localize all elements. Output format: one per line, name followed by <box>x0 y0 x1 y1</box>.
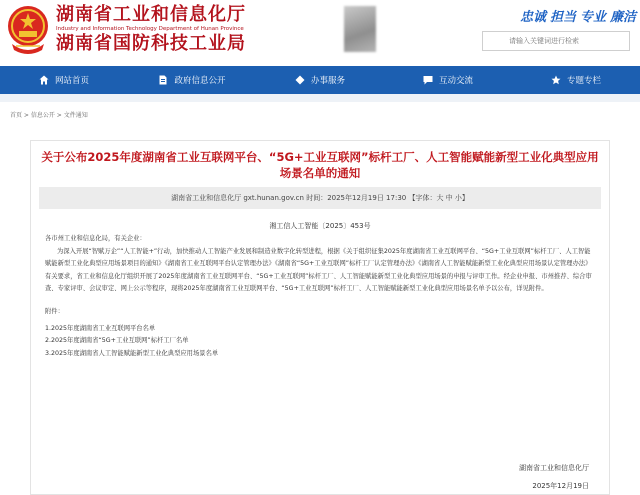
org-name-english: Industry and Information Technology Department of Hunan Province <box>56 26 244 32</box>
sign-date: 2025年12月19日 <box>532 482 589 490</box>
divider-band <box>0 94 640 102</box>
slogan-2: 担当 <box>549 10 576 25</box>
breadcrumb <box>0 102 640 126</box>
chat-icon <box>423 75 433 85</box>
article-body <box>31 231 609 360</box>
topic-icon <box>551 75 561 85</box>
breadcrumb-info[interactable]: > 信息公开 <box>22 112 55 119</box>
document-icon <box>158 75 168 85</box>
nav-item-services[interactable] <box>256 74 384 86</box>
slogan-4: 廉洁 <box>609 10 636 25</box>
home-icon <box>39 75 49 85</box>
blurred-image <box>344 6 376 52</box>
slogan-bar <box>520 6 636 25</box>
nav-item-home[interactable] <box>0 74 128 86</box>
signer: 湖南省工业和信息化厅 <box>519 464 589 472</box>
breadcrumb-notices[interactable]: > 文件通知 <box>55 112 88 119</box>
article-paragraph: 为深入开展“智赋万企”“人工智能+”行动，加快推动人工智能产业发展和制造业数字化转型进程，根据《关于组织征集2025年度湖南省工业互联网平台、“5G+工业互联网”标杆工厂、人工智能赋能新型工业化典型应用场景项目的通知》《湖南省工业互联网平台认定管理办法》《湖南省“5G+工业互联网”标杆工厂认定管理办法》《湖南省人工智能赋能新型工业化典型应用场景认定管理办法》有关要求，省工业和信息化厅组织开展了2025年度湖南省工业互联网平台、“5G+工业互联网”标杆工厂、人工智能赋能新型工业化典型应用场景的申报与评审工作。经企业申报、市州推荐、综合审查、专家评审、会议审定、网上公示等程序，现将2025年度湖南省工业互联网平台、“5G+工业互联网”标杆工厂、人工智能赋能新型工业化典型应用场景名单予以公布，详见附件。 <box>45 247 592 293</box>
article-meta: 湖南省工业和信息化厅 gxt.hunan.gov.cn 时间：2025年12月19日 17:30 【字体：大 中 小】 <box>39 187 601 209</box>
article-title: 关于公布2025年度湖南省工业互联网平台、“5G+工业互联网”标杆工厂、人工智能赋能新型工业化典型应用场景名单的通知 <box>41 150 599 180</box>
salutation: 各市州工业和信息化局，有关企业： <box>45 235 146 242</box>
article-panel <box>30 140 610 495</box>
nav-item-topics[interactable] <box>512 74 640 86</box>
org-name-primary: 湖南省工业和信息化厅 <box>56 4 246 25</box>
slogan-3: 专业 <box>579 10 606 25</box>
nav-item-gov-info[interactable] <box>128 74 256 86</box>
site-logo[interactable] <box>56 4 246 55</box>
attachment-link-3[interactable]: 3.2025年度湖南省人工智能赋能新型工业化典型应用场景名单 <box>45 349 219 357</box>
attachment-link-1[interactable]: 1.2025年度湖南省工业互联网平台名单 <box>45 324 156 332</box>
nav-item-label: 互动交流 <box>438 76 473 86</box>
attachments <box>45 306 595 360</box>
attachment-link-2[interactable]: 2.2025年度湖南省“5G+工业互联网”标杆工厂名单 <box>45 337 189 345</box>
nav-item-interaction[interactable] <box>384 74 512 86</box>
search-input[interactable]: 请输入关键词进行检索 <box>482 31 630 51</box>
main-nav <box>0 66 640 94</box>
breadcrumb-home[interactable]: 首页 <box>10 112 23 119</box>
service-icon <box>295 75 305 85</box>
national-emblem-icon <box>6 4 50 56</box>
nav-item-label: 办事服务 <box>310 76 345 86</box>
site-header <box>0 0 640 66</box>
slogan-1: 忠诚 <box>519 10 546 25</box>
org-name-secondary: 湖南省国防科技工业局 <box>56 33 246 54</box>
attachments-title: 附件： <box>45 307 64 315</box>
nav-item-label: 专题专栏 <box>566 76 601 86</box>
document-number: 湘工信人工智能〔2025〕453号 <box>269 222 371 230</box>
nav-item-label: 网站首页 <box>54 76 89 86</box>
nav-item-label: 政府信息公开 <box>174 76 226 86</box>
